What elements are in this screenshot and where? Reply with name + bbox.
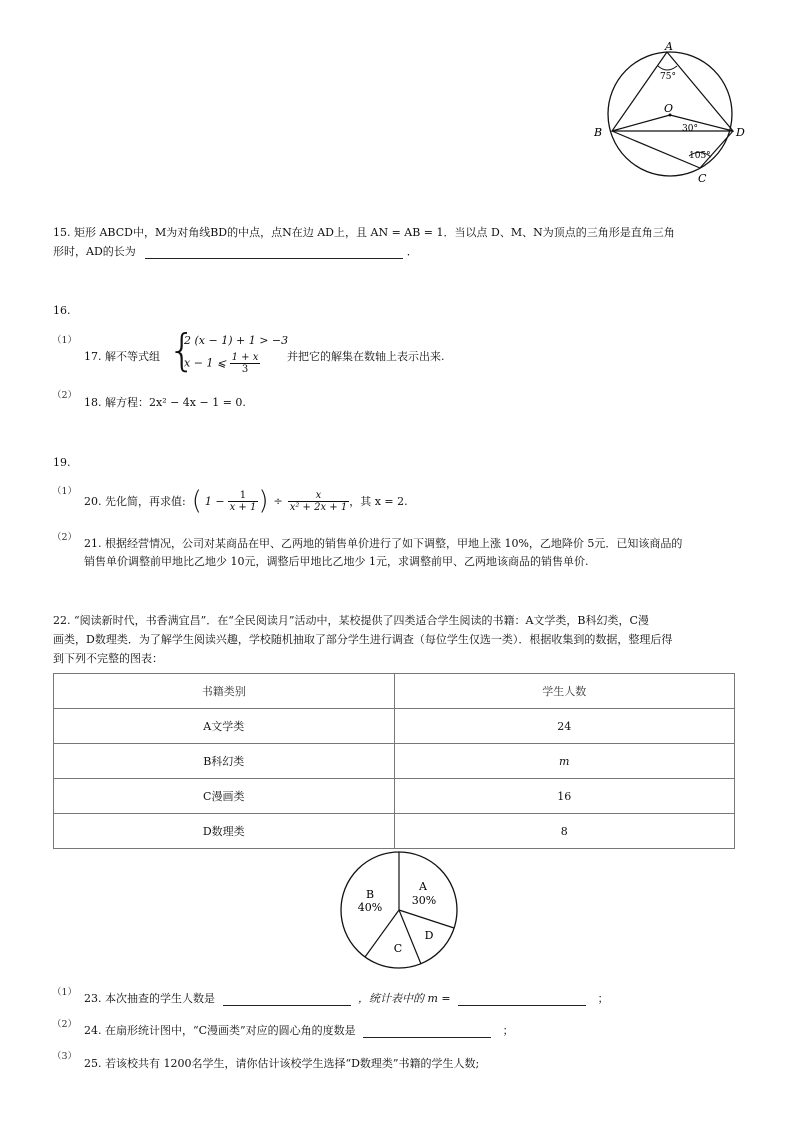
angle-30-label: 30° (682, 124, 698, 134)
table-cell-category: D数理类 (54, 814, 395, 849)
q20-f1-num: 1 (228, 490, 259, 502)
pie-chart (336, 848, 462, 972)
q22-line1: 22. “阅读新时代，书香满宜昌”．在“全民阅读月”活动中，某校提供了四类适合学生阅读的书籍：A文学类，B科幻类，C漫 (53, 614, 649, 627)
table-cell-count: 16 (394, 779, 735, 814)
q21-line2: 销售单价调整前甲地比乙地少 10元，调整后甲地比乙地少 1元，求调整前甲、乙两地该商品的销售单价. (84, 555, 589, 568)
q15-line2 (53, 243, 418, 259)
q19-sub2-marker: （2） (52, 532, 78, 543)
q23-line (84, 990, 609, 1006)
q20-fraction-1 (228, 490, 259, 513)
q17-fraction (230, 352, 261, 375)
pie-label-A: A (419, 880, 427, 893)
point-O-label: O (664, 102, 674, 115)
q23-answer-blank-1[interactable] (223, 993, 351, 1006)
q20-tail: ，其 x = 2. (349, 495, 408, 508)
q20-f2-den: x² + 2x + 1 (289, 501, 348, 513)
table-cell-category: B科幻类 (54, 744, 395, 779)
book-category-table (53, 673, 735, 849)
q18-text: 18. 解方程：2x² − 4x − 1 = 0. (84, 396, 246, 409)
point-B-label: B (594, 126, 603, 139)
q17-label: 17. 解不等式组 (84, 350, 160, 363)
q23-answer-blank-2[interactable] (458, 993, 586, 1006)
point-D-label: D (736, 126, 745, 139)
q22-sub3-marker: （3） (52, 1051, 78, 1062)
q17-inequality-2 (184, 352, 260, 375)
angle-105-label: 105° (689, 151, 711, 161)
point-C-label: C (698, 172, 707, 185)
q22-sub2-marker: （2） (52, 1019, 78, 1030)
table-row (54, 814, 735, 849)
q22-line3: 到下列不完整的图表： (53, 652, 163, 665)
q19-sub1-marker: （1） (52, 486, 78, 497)
q25-text: 25. 若该校共有 1200名学生，请你估计该校学生选择“D数理类”书籍的学生人数; (84, 1057, 480, 1070)
table-cell-category: C漫画类 (54, 779, 395, 814)
pie-label-C: C (393, 942, 403, 955)
q20-one: 1 − (204, 494, 225, 508)
q17-brace: { (168, 325, 196, 376)
table-header-category: 书籍类别 (54, 674, 395, 709)
q17-tail: 并把它的解集在数轴上表示出来. (287, 350, 445, 363)
pie-label-B: B (365, 888, 375, 901)
q19-number: 19. (53, 456, 71, 469)
circle-geometry-figure (590, 38, 750, 188)
pie-value-A: 30% (411, 894, 437, 907)
q16-sub2-marker: （2） (52, 390, 78, 401)
q15-line1: 15. 矩形 ABCD中，M为对角线BD的中点，点N在边 AD上，且 AN = AB = 1．当以点 D、M、N为顶点的三角形是直角三角 (53, 226, 675, 239)
q23-text-pre: 23. 本次抽查的学生人数是 (84, 992, 215, 1005)
pie-label-D: D (424, 929, 434, 942)
q20-label: 20. 先化简，再求值: (84, 495, 186, 508)
q15-answer-blank[interactable] (145, 246, 403, 259)
q16-number: 16. (53, 304, 71, 317)
q15-line2-end: ． (406, 245, 418, 258)
q20-divide: ÷ (273, 494, 283, 508)
q20-f1-den: x + 1 (229, 501, 257, 513)
table-cell-count: 8 (394, 814, 735, 849)
q20-expression: 20. 先化简，再求值: ( 1 − $\frac{1}{x + 1}$ ) ÷ $\frac{x}{\text{x² + 2x + 1}}$ ，其 x = 2. (84, 486, 408, 516)
q24-answer-blank[interactable] (363, 1025, 491, 1038)
table-cell-count: 24 (394, 709, 735, 744)
q24-line (84, 1022, 514, 1038)
q21-line1: 21. 根据经营情况，公司对某商品在甲、乙两地的销售单价进行了如下调整，甲地上涨 10%，乙地降价 5元．已知该商品的 (84, 537, 683, 550)
table-row (54, 779, 735, 814)
table-header-count: 学生人数 (394, 674, 735, 709)
q20-fraction-2 (288, 490, 350, 513)
q17-fraction-den: 3 (241, 364, 249, 375)
q16-sub1-marker: （1） (52, 335, 78, 346)
q17-inequality-1: 2 (x − 1) + 1 > −3 (184, 334, 289, 347)
q15-line2-text: 形时，AD的长为 (53, 245, 136, 258)
table-header-row (54, 674, 735, 709)
q24-text-pre: 24. 在扇形统计图中，“C漫画类”对应的圆心角的度数是 (84, 1024, 356, 1037)
angle-75-label: 75° (660, 72, 676, 82)
q24-text-post: ； (502, 1024, 514, 1037)
q22-line2: 画类，D数理类．为了解学生阅读兴趣，学校随机抽取了部分学生进行调查（每位学生仅选一类）．根据收集到的数据，整理后得 (53, 633, 673, 646)
table-cell-count: m (394, 744, 735, 779)
table-cell-category: A文学类 (54, 709, 395, 744)
q23-text-mid: ，统计表中的 m = (358, 992, 451, 1005)
q17-fraction-num: 1 + x (231, 352, 259, 363)
table-row (54, 709, 735, 744)
q22-sub1-marker: （1） (52, 987, 78, 998)
point-A-label: A (665, 40, 673, 53)
pie-value-B: 40% (357, 901, 383, 914)
q23-text-post: ； (597, 992, 609, 1005)
q17-ineq2-left: x − 1 ⩽ (184, 356, 227, 370)
table-row (54, 744, 735, 779)
q20-f2-num: x (288, 490, 350, 502)
